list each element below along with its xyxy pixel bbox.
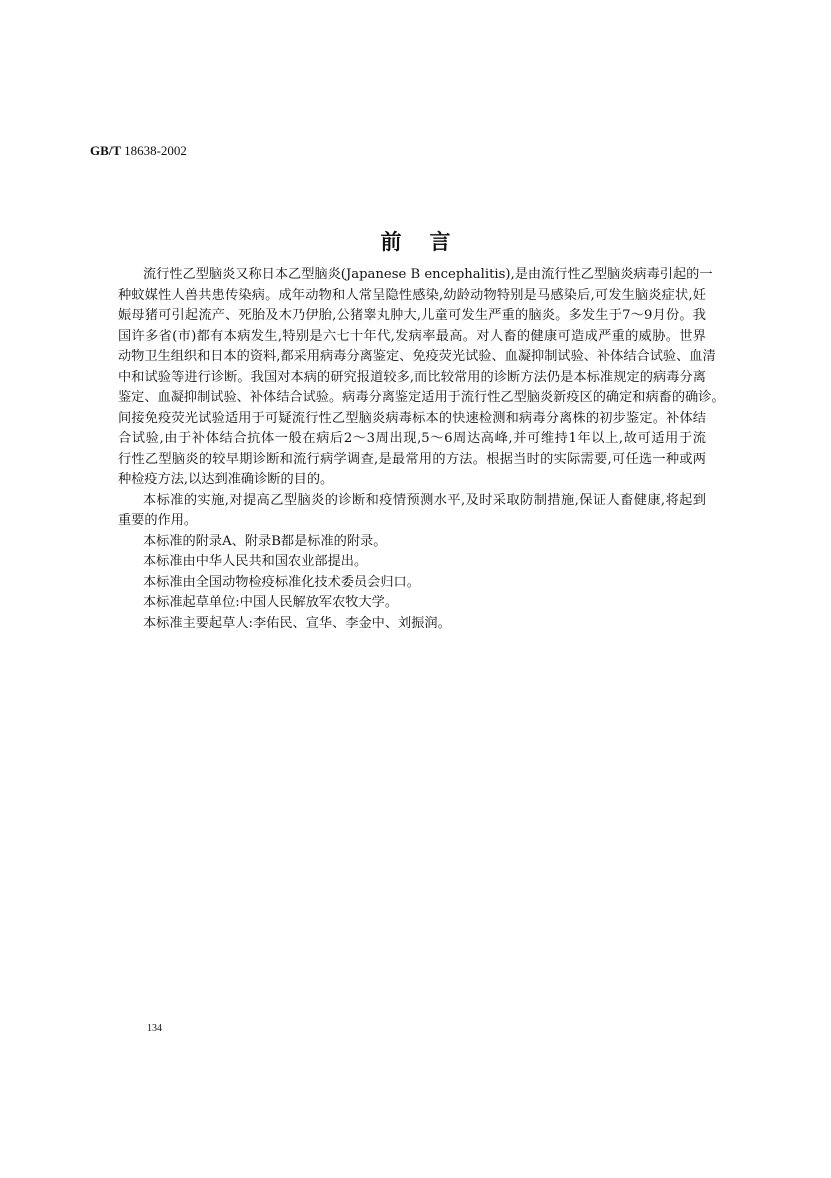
statement-proposer: 本标准由中华人民共和国农业部提出。 [143, 554, 368, 569]
text-line: 种检疫方法,以达到准确诊断的目的。 [118, 472, 334, 487]
standard-number: 18638-2002 [124, 143, 187, 158]
text-line: 间接免疫荧光试验适用于可疑流行性乙型脑炎病毒标本的快速检测和病毒分离株的初步鉴定。补体结 [118, 410, 706, 426]
text-line: 流行性乙型脑炎又称日本乙型脑炎(Japanese B encephalitis),是由流行性乙型脑炎病毒引起的一 [143, 267, 713, 282]
text-line: 合试验,由于补体结合抗体一般在病后2～3周出现,5～6周达高峰,并可维持1年以上,故可适用于流 [118, 431, 706, 446]
standard-prefix: GB/T [90, 143, 121, 158]
foreword-body [118, 265, 725, 634]
standard-code-header [90, 143, 187, 159]
text-line: 鉴定、血凝抑制试验、补体结合试验。病毒分离鉴定适用于流行性乙型脑炎新疫区的确定和病畜的确诊。 [118, 390, 725, 405]
text-line: 动物卫生组织和日本的资料,都采用病毒分离鉴定、免疫荧光试验、血凝抑制试验、补体结合试验、血清 [118, 349, 716, 364]
text-line: 重要的作用。 [118, 513, 198, 528]
text-line: 本标准的实施,对提高乙型脑炎的诊断和疫情预测水平,及时采取防制措施,保证人畜健康,将起到 [143, 492, 706, 508]
text-line: 种蚊媒性人兽共患传染病。成年动物和人常呈隐性感染,幼龄动物特别是马感染后,可发生脑炎症状,妊 [118, 287, 706, 303]
statements [118, 532, 706, 635]
text-line: 行性乙型脑炎的较早期诊断和流行病学调查,是最常用的方法。根据当时的实际需要,可任选一种或两 [118, 451, 706, 467]
paragraph-significance [118, 491, 706, 532]
text-line: 中和试验等进行诊断。我国对本病的研究报道较多,而比较常用的诊断方法仍是本标准规定的病毒分离 [118, 369, 706, 385]
statement-drafting-unit: 本标准起草单位:中国人民解放军农牧大学。 [143, 595, 399, 610]
page-number: 134 [147, 1023, 162, 1034]
text-line: 娠母猪可引起流产、死胎及木乃伊胎,公猪睾丸肿大,儿童可发生严重的脑炎。多发生于7～9月份。我 [118, 308, 706, 323]
statement-appendix: 本标准的附录A、附录B都是标准的附录。 [143, 533, 387, 549]
paragraph-intro [118, 265, 725, 491]
statement-drafters: 本标准主要起草人:李佑民、宣华、李金中、刘振润。 [143, 615, 451, 631]
page-title: 前言 [380, 230, 479, 254]
statement-committee: 本标准由全国动物检疫标准化技术委员会归口。 [143, 574, 420, 590]
text-line: 国许多省(市)都有本病发生,特别是六七十年代,发病率最高。对人畜的健康可造成严重的威胁。世界 [118, 328, 706, 344]
